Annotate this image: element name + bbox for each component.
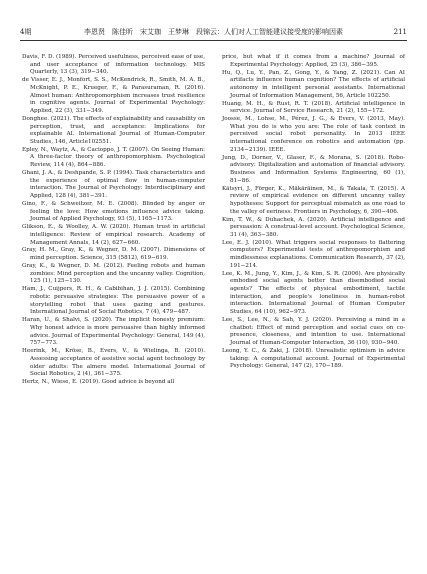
reference-entry: Epley, N., Waytz, A., & Cacioppo, J. T. (2007). On Seeing Human: A three-factor theory of anthropomorphism. Psychological Review, 114 (4), 864−886. — [22, 146, 205, 169]
reference-entry: Gray, H. M., Gray, K., & Wegner, D. M. (2007). Dimensions of mind perception. Science, 315 (5812), 619−619. — [22, 247, 205, 262]
reference-entry: Lee, S., Lee, N., & Sah, Y. J. (2020). Perceiving a mind in a chatbot: Effect of mind perception and social cues on co-presence, closeness, and intention to use. International Journal of Human-Computer Interaction, 36 (10), 930−940. — [222, 316, 405, 346]
reference-entry: price, but what if it comes from a machine? Journal of Experimental Psychology: Applied, 25 (3), 386−395. — [222, 54, 405, 68]
reference-entry: de Visser, E. J., Monfort, S. S., McKendrick, R., Smith, M. A. B., McKnight, P. E., Krueger, F., & Parasuraman, R. (2016). Almost human: Anthropomorphism increases trust resilience in cognitive agents. Journal of Experimental Psychology: Applied, 22 (3), 331−349. — [22, 77, 205, 114]
reference-column-right — [222, 54, 405, 371]
reference-entry: Lee, K. M., Jung, Y., Kim, J., & Kim, S. R. (2006). Are physically embodied social agents better than disembodied social agents? The effects of physical embodiment, tactile interaction, and people's loneliness in human-robot interaction. International Journal of Human Computer Studies, 64 (10), 962−973. — [222, 270, 405, 316]
reference-entry: Jung, D., Dorner, V., Glaser, F., & Morana, S. (2018). Robo-advisory: Digitalization and automation of financial advisory. Business and Information Systems Engineering, 60 (1), 81−86. — [222, 154, 405, 184]
reference-entry: Donghee. (2021). The effects of explainability and causability on perception, trust, and acceptance: Implications for explainable AI. International Journal of Human-Computer Studies, 146, Article102551. — [22, 115, 205, 145]
reference-entry: Ham, J., Cuijpers, R. H., & Cabibihan, J. J. (2015). Combining robotic persuasive strategies: The persuasive power of a storytelling robot that uses gazing and gestures. International Journal of Social Robotics, 7 (4), 479−487. — [22, 286, 205, 316]
reference-entry: Gino, F., & Schweitzer, M. E. (2008). Blinded by anger or feeling the love: How emotions influence advice taking. Journal of Applied Psychology, 93 (5), 1165−1173. — [22, 200, 205, 223]
running-title: 李恩贤 陈佳昕 宋艾珈 王梦琳 段锦云：人们对人工智能建议接受度的影响因素 — [84, 28, 343, 36]
reference-entry: Haran, U., & Shalvi, S. (2020). The implicit honesty premium: Why honest advice is more persuasive than highly informed advice. Journal of Experimental Psychology: General, 149 (4), 757−773. — [22, 317, 205, 347]
issue-label: 4期 — [20, 28, 32, 36]
reference-entry: Kim, T. W., & Duhachek, A. (2020). Artificial intelligence and persuasion: A construal-level account. Psychological Science, 31 (4), 363−380. — [222, 216, 405, 238]
reference-entry: Gray, K., & Wegner, D. M. (2012). Feeling robots and human zombies: Mind perception and the uncanny valley. Cognition, 125 (1), 125−130. — [22, 263, 205, 285]
reference-entry: Hertz, N., Wiese, E. (2019). Good advice is beyond all — [22, 379, 175, 386]
reference-entry: Hu, Q., Lu, Y., Pan, Z., Gong, Y., & Yang, Z. (2021). Can AI artifacts influence human cognition? The effects of artificial autonomy in intelligent personal assistants. International Journal of Information Management, 56, Article 102250. — [222, 69, 405, 99]
reference-entry: Leong, Y. C., & Zaki, J. (2018). Unrealistic optimism in advice taking: A computational account. Journal of Experimental Psychology: General, 147 (2), 170−189. — [222, 347, 405, 370]
reference-entry: Heerink, M., Kröse, B., Evers, V., & Wielinga, B. (2010). Assessing acceptance of assistive social agent technology by older adults: The almere model. International Journal of Social Robotics, 2 (4), 361−375. — [22, 348, 205, 378]
reference-entry: Huang, M. H., & Rust, R. T. (2018). Artificial intelligence in service. Journal of Service Research, 21 (2), 155−172. — [222, 100, 405, 115]
reference-entry: Kätsyri, J., Förger, K., Mäkäräinen, M., & Takala, T. (2015). A review of empirical evidence on different uncanny valley hypotheses: Support for perceptual mismatch as one road to the valley of eeriness. Frontiers in Psychology, 6, 390−406. — [222, 185, 405, 215]
reference-entry: Glikson, E., & Woolley, A. W. (2020). Human trust in artificial intelligence: Review of empirical research. Academy of Management Annals, 14 (2), 627−660. — [22, 224, 205, 246]
reference-entry: Davis, F. D. (1989). Perceived usefulness, perceived ease of use, and user acceptance of information technology. MIS Quarterly, 13 (3), 319−340. — [22, 54, 205, 76]
page-number: 211 — [393, 28, 407, 36]
reference-entry: Lee, E. J. (2010). What triggers social responses to flattering computers? Experimental tests of anthropomorphism and mindlessness explanations. Communication Research, 37 (2), 191−214. — [222, 239, 405, 269]
running-header — [20, 26, 407, 41]
reference-column-left — [22, 54, 205, 387]
reference-entry: Ghani, J. A., & Deshpande, S. P. (1994). Task characteristics and the experience of optimal flow in human-computer interaction. The Journal of Psychology: Interdisciplinary and Applied, 128 (4), 381−391. — [22, 170, 205, 199]
reference-entry: Joosse, M., Lohse, M., Pérez, J. G., & Evers, V. (2013, May). What you do is who you are: The role of task context in perceived social robot personality. In 2013 IEEE international conference on robotics and automation (pp. 2134−2139). IEEE. — [222, 116, 405, 153]
